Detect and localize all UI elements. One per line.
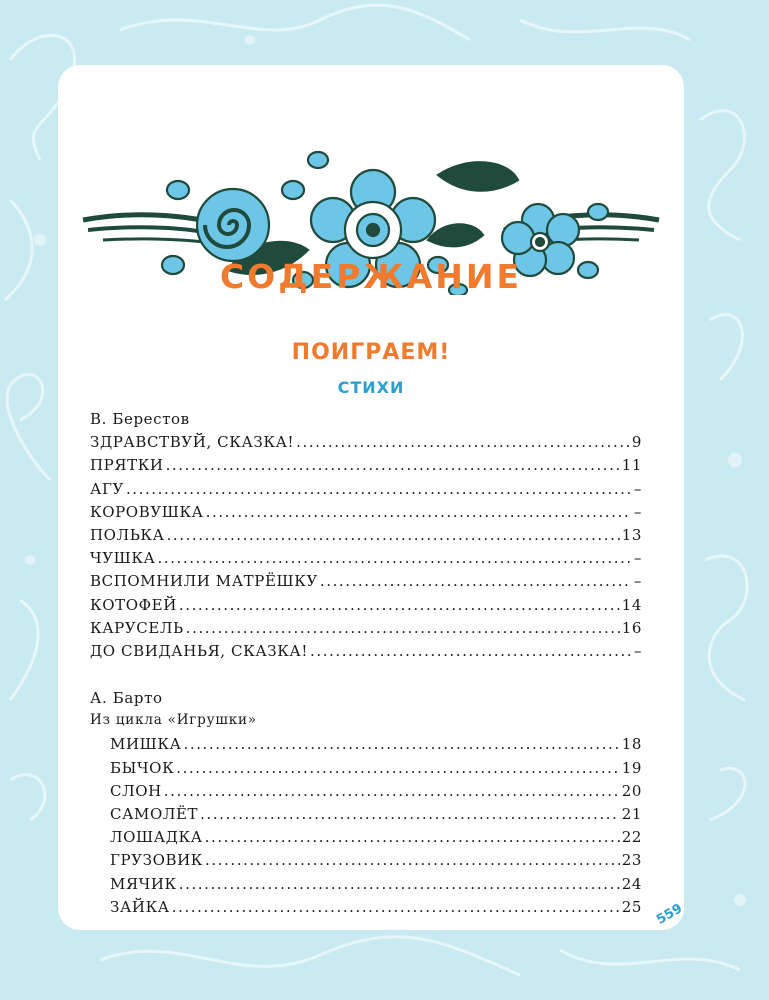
dot-leader	[172, 898, 620, 916]
dot-leader	[186, 619, 620, 637]
toc-entry-page: 13	[621, 525, 642, 544]
dot-leader	[126, 480, 630, 498]
author-name: А. Барто	[90, 689, 163, 708]
toc-entry[interactable]	[90, 433, 642, 456]
toc-entry-title: ЗДРАВСТВУЙ, СКАЗКА!	[90, 433, 295, 452]
toc-entry-page: 9	[631, 433, 642, 452]
toc-entry[interactable]	[90, 875, 642, 898]
dot-leader	[164, 782, 620, 800]
toc-entry-title: МИШКА	[110, 735, 182, 754]
toc-entry-title: САМОЛЁТ	[110, 805, 199, 823]
toc-entry[interactable]	[90, 480, 642, 503]
toc-entry-page: 19	[621, 758, 642, 777]
toc-entry-page: 14	[621, 595, 642, 614]
page-title: СОДЕРЖАНИЕ	[219, 257, 523, 296]
toc-entry-page: 21	[621, 805, 642, 823]
dot-leader	[167, 526, 620, 544]
toc-entry-page: –	[633, 572, 642, 591]
toc-entry-title: ПРЯТКИ	[90, 456, 164, 475]
toc-entry[interactable]	[90, 828, 642, 851]
toc-entry[interactable]	[90, 596, 642, 619]
dot-leader	[184, 735, 620, 753]
page-number: 559	[654, 901, 686, 928]
toc-entry-page: 23	[621, 851, 642, 870]
toc-entry[interactable]	[90, 642, 642, 665]
toc-entry-page: 11	[621, 456, 642, 475]
toc-entry[interactable]	[90, 759, 642, 782]
toc-entry-title: АГУ	[90, 479, 124, 498]
group-spacer	[90, 665, 642, 689]
dot-leader	[310, 642, 630, 660]
dot-leader	[176, 759, 619, 777]
toc-entry[interactable]	[90, 619, 642, 642]
toc-entry[interactable]	[90, 805, 642, 828]
toc-entry-page: –	[633, 502, 642, 521]
toc-entry[interactable]	[90, 456, 642, 479]
toc-entry-page: 24	[621, 874, 642, 893]
section-title: ПОИГРАЕМ!	[291, 340, 451, 365]
toc-entry-title: ВСПОМНИЛИ МАТРЁШКУ	[90, 572, 318, 591]
toc-entry[interactable]	[90, 549, 642, 572]
toc-entry[interactable]	[90, 503, 642, 526]
toc-entry-title: СЛОН	[110, 781, 162, 800]
dot-leader	[179, 875, 620, 893]
toc-entry-page: –	[633, 641, 642, 660]
dot-leader	[166, 456, 620, 474]
dot-leader	[296, 433, 630, 451]
author-name: В. Берестов	[90, 410, 190, 428]
toc-entry-page: 16	[621, 618, 642, 637]
dot-leader	[205, 828, 620, 846]
dot-leader	[206, 503, 630, 521]
cycle-title: Из цикла «Игрушки»	[90, 712, 257, 729]
dot-leader	[205, 851, 620, 869]
toc-entry-page: 25	[621, 897, 642, 916]
dot-leader	[158, 549, 630, 567]
toc-entry-page: 18	[621, 735, 642, 754]
toc-entry-title: КАРУСЕЛЬ	[90, 618, 184, 637]
toc-entry-title: КОТОФЕЙ	[90, 595, 177, 614]
toc-entry[interactable]	[90, 526, 642, 549]
toc-entry-title: ЧУШКА	[90, 549, 156, 568]
toc-entry-page: 22	[621, 828, 642, 847]
toc-entry-page: –	[633, 549, 642, 568]
toc-entry-page: 20	[621, 781, 642, 800]
section-subtitle: СТИХИ	[337, 378, 405, 397]
toc-entry-title: ЗАЙКА	[110, 897, 170, 916]
toc-entry-title: ЛОШАДКА	[110, 828, 203, 847]
table-of-contents	[90, 410, 642, 921]
toc-entry[interactable]	[90, 572, 642, 595]
toc-entry-title: КОРОВУШКА	[90, 502, 204, 521]
toc-entry-title: ГРУЗОВИК	[110, 851, 204, 870]
toc-entry[interactable]	[90, 851, 642, 874]
toc-entry-title: ПОЛЬКА	[90, 525, 165, 544]
toc-entry[interactable]	[90, 735, 642, 758]
toc-entry-title: МЯЧИК	[110, 874, 177, 893]
toc-entry[interactable]	[90, 898, 642, 921]
dot-leader	[179, 596, 620, 614]
toc-entry-title: БЫЧОК	[110, 758, 175, 777]
dot-leader	[320, 572, 630, 590]
toc-entry[interactable]	[90, 782, 642, 805]
toc-entry-title: ДО СВИДАНЬЯ, СКАЗКА!	[90, 641, 309, 660]
toc-entry-page: –	[633, 479, 642, 498]
content-page	[58, 65, 684, 930]
dot-leader	[200, 805, 620, 823]
